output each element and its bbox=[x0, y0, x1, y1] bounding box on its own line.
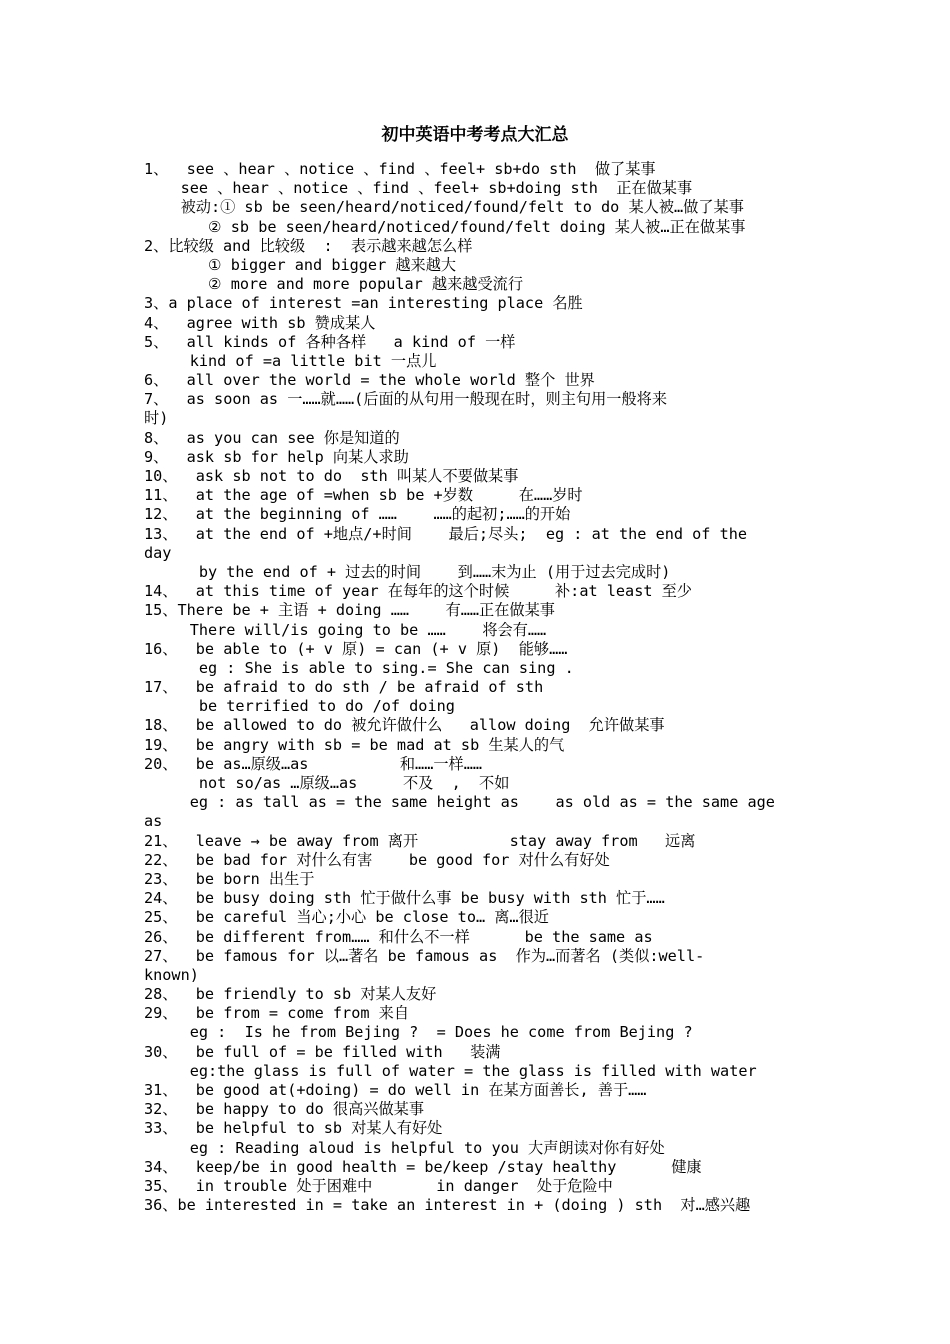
text-line: 13、 at the end of +地点/+时间 最后;尽头; eg : at the end of the bbox=[144, 524, 748, 543]
text-line: by the end of + 过去的时间 到……末为止 (用于过去完成时) bbox=[144, 562, 671, 581]
text-line: 31、 be good at(+doing) = do well in 在某方面善长, 善于…… bbox=[144, 1081, 647, 1099]
text-line: eg:the glass is full of water = the glass is filled with water bbox=[144, 1061, 757, 1080]
text-line: 14、 at this time of year 在每年的这个时候 补:at least 至少 bbox=[144, 582, 692, 601]
text-line: 18、 be allowed to do 被允许做什么 allow doing 允许做某事 bbox=[144, 716, 665, 735]
text-line: ② more and more popular 越来越受流行 bbox=[144, 275, 524, 294]
text-line: 24、 be busy doing sth 忙于做什么事 be busy with sth 忙于…… bbox=[144, 889, 665, 908]
text-line: ② sb be seen/heard/noticed/found/felt doing 某人被…正在做某事 bbox=[144, 217, 746, 236]
text-line: eg : Is he from Bejing ? = Does he come from Bejing ? bbox=[144, 1023, 693, 1042]
text-line: eg : She is able to sing.= She can sing . bbox=[144, 658, 574, 677]
text-line: 7、 as soon as 一……就……(后面的从句用一般现在时，则主句用一般将来 bbox=[144, 390, 668, 409]
text-line: 35、 in trouble 处于困难中 in danger 处于危险中 bbox=[144, 1176, 613, 1195]
text-line: 26、 be different from…… 和什么不一样 be the same as bbox=[144, 927, 653, 946]
text-line: 27、 be famous for 以…著名 be famous as 作为…而著名 (类似:well- bbox=[144, 946, 705, 965]
text-line: 15、There be + 主语 + doing …… 有……正在做某事 bbox=[144, 601, 555, 620]
text-line: not so/as …原级…as 不及 , 不如 bbox=[144, 774, 510, 792]
text-line: 时) bbox=[144, 409, 169, 428]
text-line: 12、 at the beginning of …… ……的起初;……的开始 bbox=[144, 505, 571, 524]
text-line: 11、 at the age of =when sb be +岁数 在……岁时 bbox=[144, 486, 583, 505]
text-line: 8、 as you can see 你是知道的 bbox=[144, 428, 400, 447]
text-line: 19、 be angry with sb = be mad at sb 生某人的气 bbox=[144, 735, 565, 754]
text-line: 5、 all kinds of 各种各样 a kind of 一样 bbox=[144, 332, 516, 351]
text-line: 1、 see 、hear 、notice 、find 、feel+ sb+do sth 做了某事 bbox=[144, 160, 656, 178]
text-line: 9、 ask sb for help 向某人求助 bbox=[144, 447, 409, 466]
text-line: 32、 be happy to do 很高兴做某事 bbox=[144, 1100, 425, 1119]
text-line: as bbox=[144, 812, 163, 831]
text-line: 被动:① sb be seen/heard/noticed/found/felt to do 某人被…做了某事 bbox=[144, 198, 744, 217]
text-line: 17、 be afraid to do sth / be afraid of sth bbox=[144, 678, 544, 697]
text-line: 30、 be full of = be filled with 装满 bbox=[144, 1042, 501, 1061]
text-line: eg : Reading aloud is helpful to you 大声朗读对你有好处 bbox=[144, 1138, 665, 1157]
text-line: 34、 keep/be in good health = be/keep /stay healthy 健康 bbox=[144, 1157, 702, 1176]
text-line: 21、 leave → be away from 离开 stay away from 远离 bbox=[144, 831, 696, 850]
text-line: day bbox=[144, 543, 172, 562]
text-body bbox=[144, 160, 824, 1215]
text-line: 25、 be careful 当心;小心 be close to… 离…很近 bbox=[144, 908, 549, 927]
text-line: 10、 ask sb not to do sth 叫某人不要做某事 bbox=[144, 467, 519, 485]
text-line: 36、be interested in = take an interest in + (doing ) sth 对…感兴趣 bbox=[144, 1196, 751, 1215]
text-line: ① bigger and bigger 越来越大 bbox=[144, 255, 457, 274]
text-line: 28、 be friendly to sb 对某人友好 bbox=[144, 985, 437, 1004]
text-line: 4、 agree with sb 赞成某人 bbox=[144, 313, 376, 332]
text-line: 29、 be from = come from 来自 bbox=[144, 1004, 410, 1023]
text-line: known) bbox=[144, 965, 199, 984]
text-line: 22、 be bad for 对什么有害 be good for 对什么有好处 bbox=[144, 850, 610, 869]
text-line: kind of =a little bit 一点儿 bbox=[144, 351, 437, 370]
text-line: 33、 be helpful to sb 对某人有好处 bbox=[144, 1119, 443, 1138]
text-line: 23、 be born 出生于 bbox=[144, 869, 315, 888]
text-line: There will/is going to be …… 将会有…… bbox=[144, 620, 547, 639]
text-line: 2、比较级 and 比较级 : 表示越来越怎么样 bbox=[144, 236, 473, 255]
page-title: 初中英语中考考点大汇总 bbox=[381, 125, 569, 145]
text-line: 20、 be as…原级…as 和……一样…… bbox=[144, 754, 483, 773]
text-line: 16、 be able to (+ v 原) = can (+ v 原) 能够…… bbox=[144, 639, 568, 658]
text-line: 6、 all over the world = the whole world 整个 世界 bbox=[144, 371, 595, 390]
text-line: be terrified to do /of doing bbox=[144, 697, 455, 716]
text-line: eg : as tall as = the same height as as old as = the same age bbox=[144, 793, 775, 812]
text-line: see 、hear 、notice 、find 、feel+ sb+doing sth 正在做某事 bbox=[144, 179, 693, 198]
text-line: 3、a place of interest =an interesting place 名胜 bbox=[144, 294, 583, 313]
